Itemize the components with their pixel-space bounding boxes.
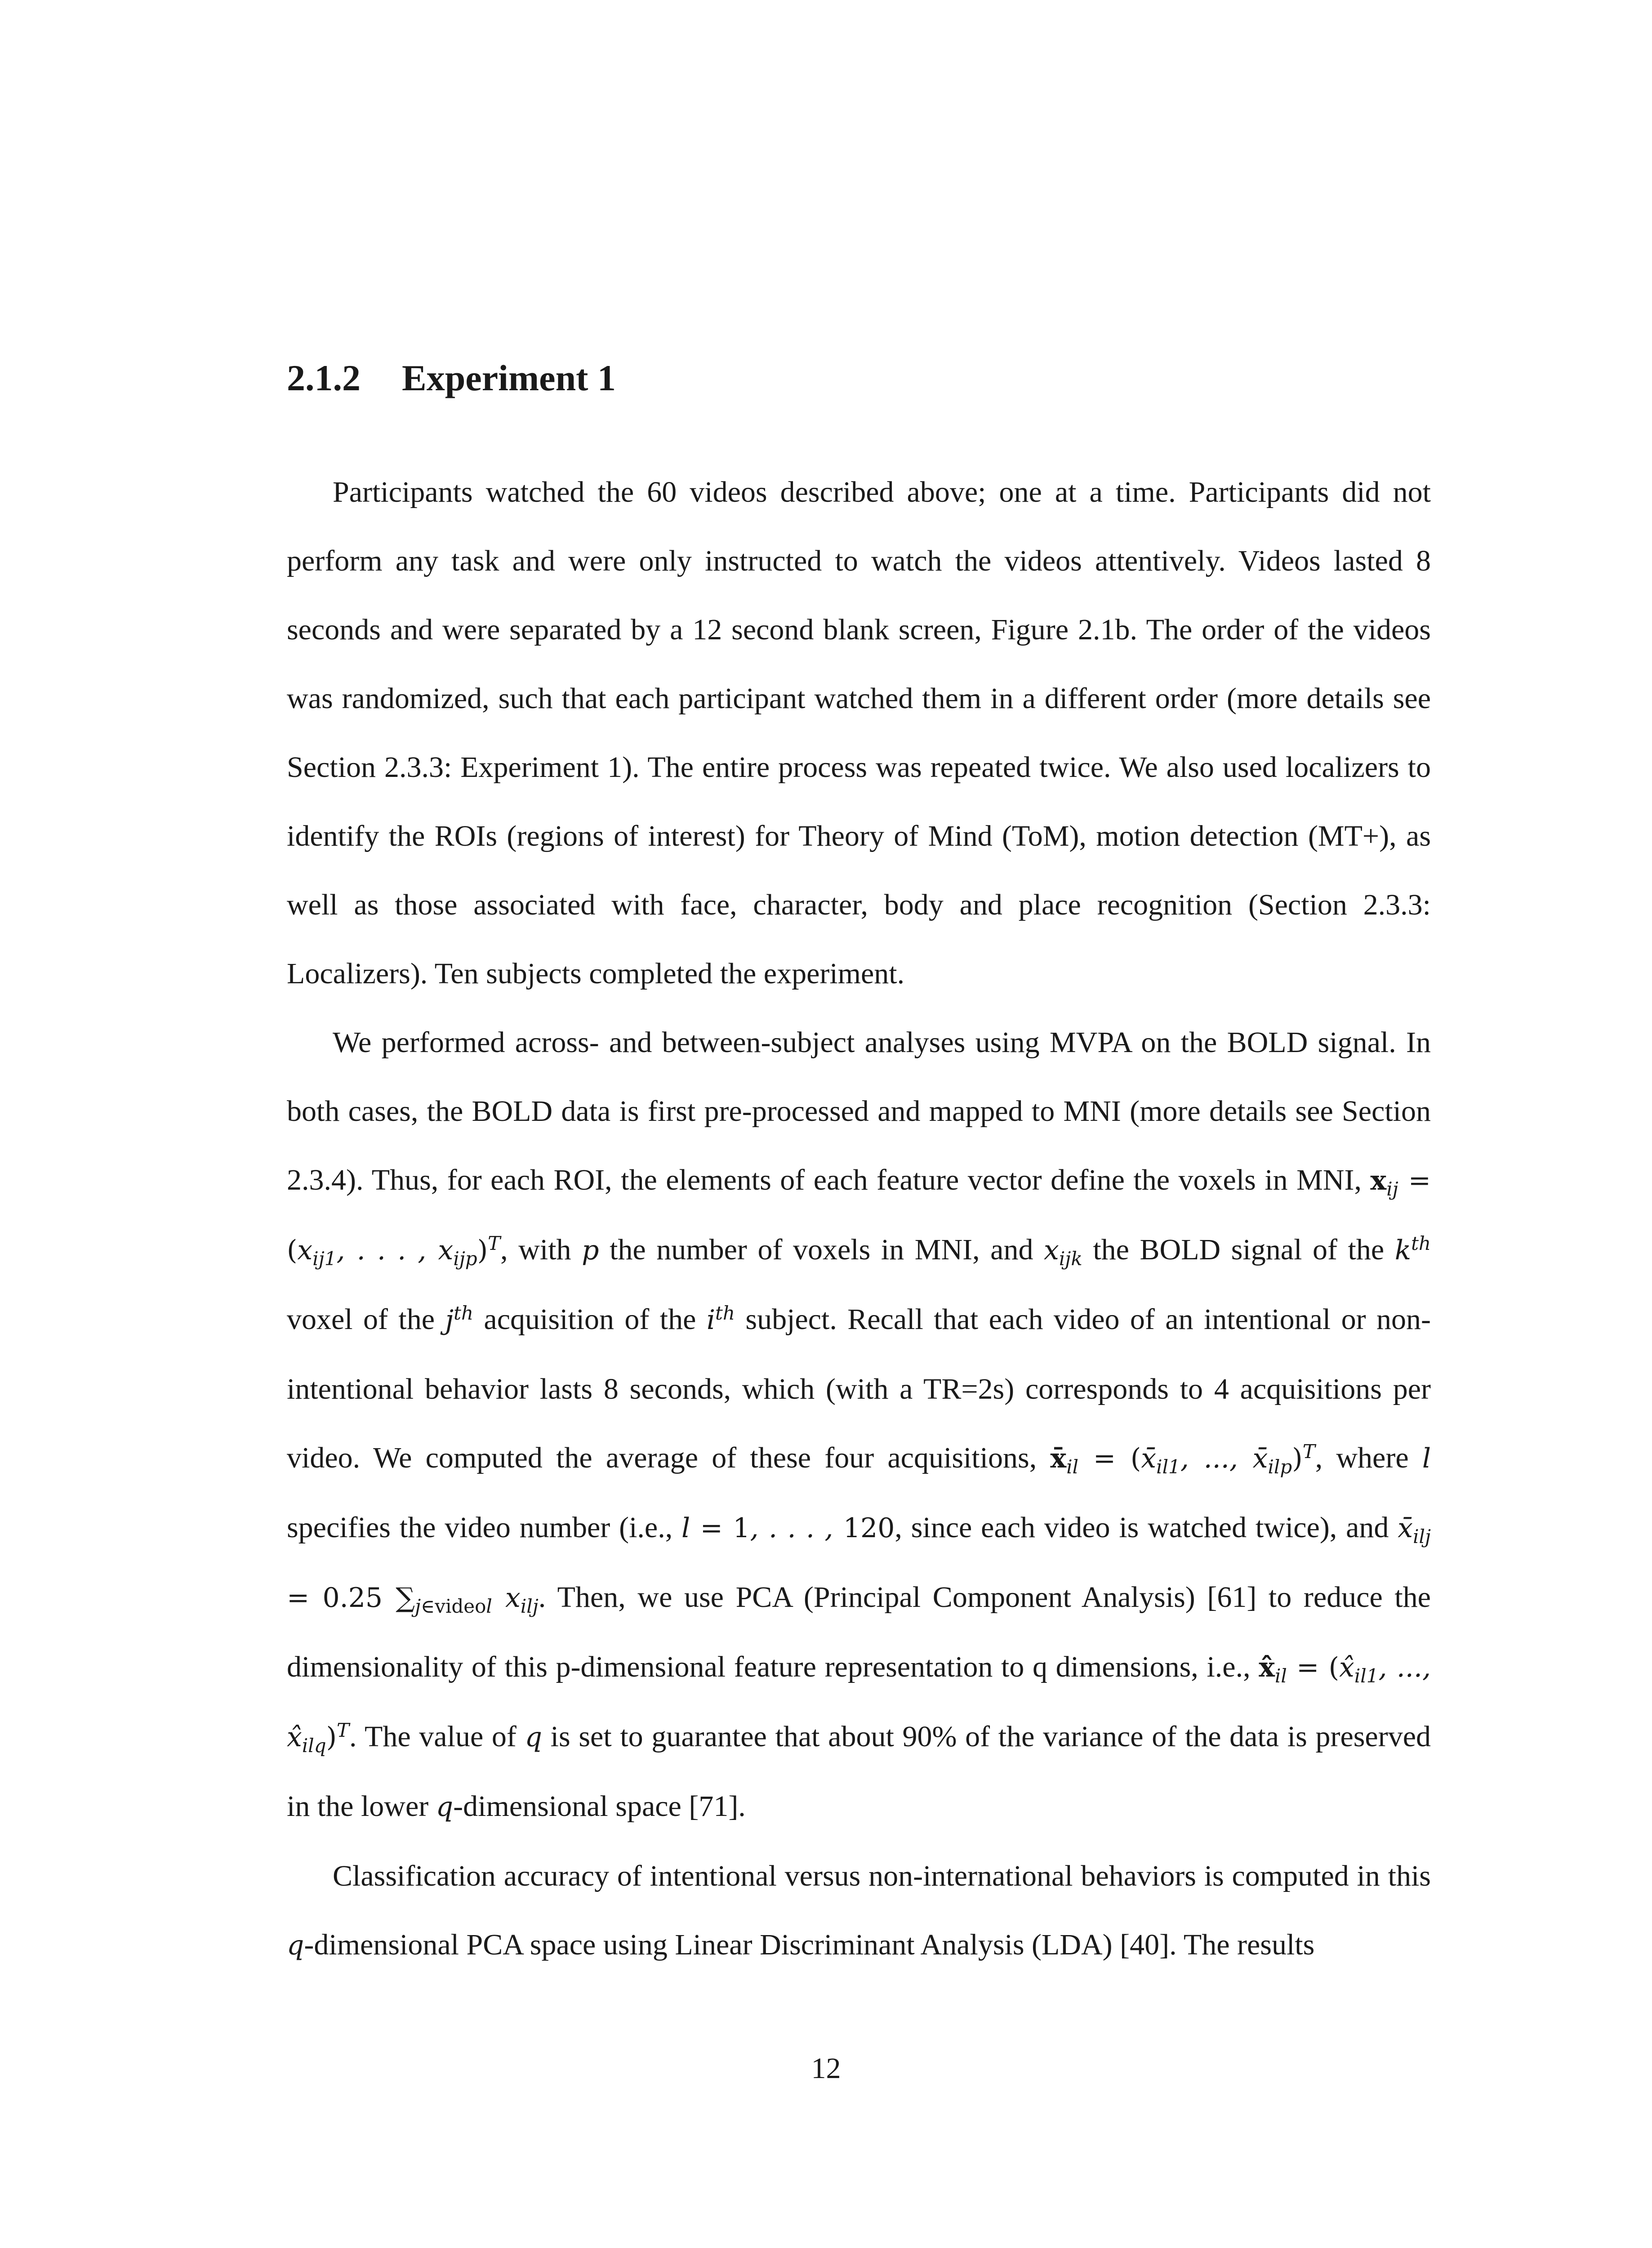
text-run: voxel of the <box>287 1303 445 1336</box>
formula-average: $x̄_{ilj} = 0.25$ $\sum_{j\in videol}$ $x_{ilj}$ <box>287 1512 1431 1617</box>
formula-q: q <box>436 1791 454 1823</box>
text-run: , since each video is watched twice), and <box>895 1511 1398 1544</box>
page-number: 12 <box>811 2052 841 2085</box>
formula-q: q <box>525 1722 542 1753</box>
text-run: . The value of <box>349 1720 525 1753</box>
text-run: -dimensional PCA space using Linear Discriminant Analysis (LDA) [40]. The results <box>304 1928 1315 1961</box>
text-run: subject. Recall that each video of an intentional or non-intentional behavior lasts 8 seconds, which (with a TR=2s) corresponds to 4 acquisitions per video. We computed the average of these four acquisitions, <box>287 1303 1431 1474</box>
formula-ith: $i^{th}$ <box>706 1302 735 1336</box>
formula-feature-vector: $x_{ij} = (x_{ij1}$, . . . , $x_{ijp})^T$ <box>287 1165 1431 1270</box>
section-heading <box>287 357 616 398</box>
text-run: We performed across- and between-subject analyses using MVPA on the BOLD signal. In both cases, the BOLD data is first pre-processed and mapped to MNI (more details see Section 2.3.4). Thus, for each ROI, the elements of each feature vector define the voxels in MNI, <box>287 1026 1431 1196</box>
section-title: Experiment 1 <box>402 357 616 398</box>
formula-pca-vector: $x̂_{il}$ = ($x̂_{il1}$, ..., $x̂_{ilq})^T$ <box>287 1652 1431 1757</box>
formula-l: l <box>1422 1443 1431 1474</box>
paragraph-2 <box>287 1008 1431 1842</box>
text-run: , where <box>1315 1441 1422 1474</box>
formula-mean-vector: $x̄_{il}$ = ($x̄_{il1}$, ..., $x̄_{ilp})^T$ <box>1050 1441 1315 1478</box>
text-run: is set to guarantee that about 90% of the variance of the data is preserved in the lower <box>287 1720 1431 1823</box>
formula-kth: $k^{th}$ <box>1394 1232 1431 1266</box>
formula-l-range: l = 1, . . . , 120 <box>681 1512 895 1544</box>
formula-xijk: $x_{ijk}$ <box>1044 1235 1082 1270</box>
formula-q: q <box>287 1930 304 1961</box>
paragraph-3 <box>287 1842 1431 1980</box>
text-run: , with <box>500 1233 582 1266</box>
section-number: 2.1.2 <box>287 357 361 398</box>
formula-p: p <box>582 1235 599 1266</box>
text-run: specifies the video number (i.e., <box>287 1511 682 1544</box>
text-run: Classification accuracy of intentional versus non-international behaviors is computed in this <box>333 1860 1431 1892</box>
formula-jth: $j^{th}$ <box>445 1302 473 1336</box>
text-run: the number of voxels in MNI, and <box>599 1233 1044 1266</box>
text-run: . Then, we use PCA (Principal Component Analysis) [61] to reduce the dimensionality of this p-dimensional feature representation to q dimensions, i.e., <box>287 1581 1431 1683</box>
body-text <box>287 458 1431 1980</box>
text-run: acquisition of the <box>473 1303 707 1336</box>
text-run: -dimensional space [71]. <box>453 1790 746 1823</box>
paragraph-1: Participants watched the 60 videos described above; one at a time. Participants did not perform any task and were only instructed to watch the videos attentively. Videos lasted 8 seconds and were separated by a 12 second blank screen, Figure 2.1b. The order of the videos was randomized, such that each participant watched them in a different order (more details see Section 2.3.3: Experiment 1). The entire process was repeated twice. We also used localizers to identify the ROIs (regions of interest) for Theory of Mind (ToM), motion detection (MT+), as well as those associated with face, character, body and place recognition (Section 2.3.3: Localizers). Ten subjects completed the experiment. <box>287 476 1431 990</box>
text-run: the BOLD signal of the <box>1082 1233 1395 1266</box>
